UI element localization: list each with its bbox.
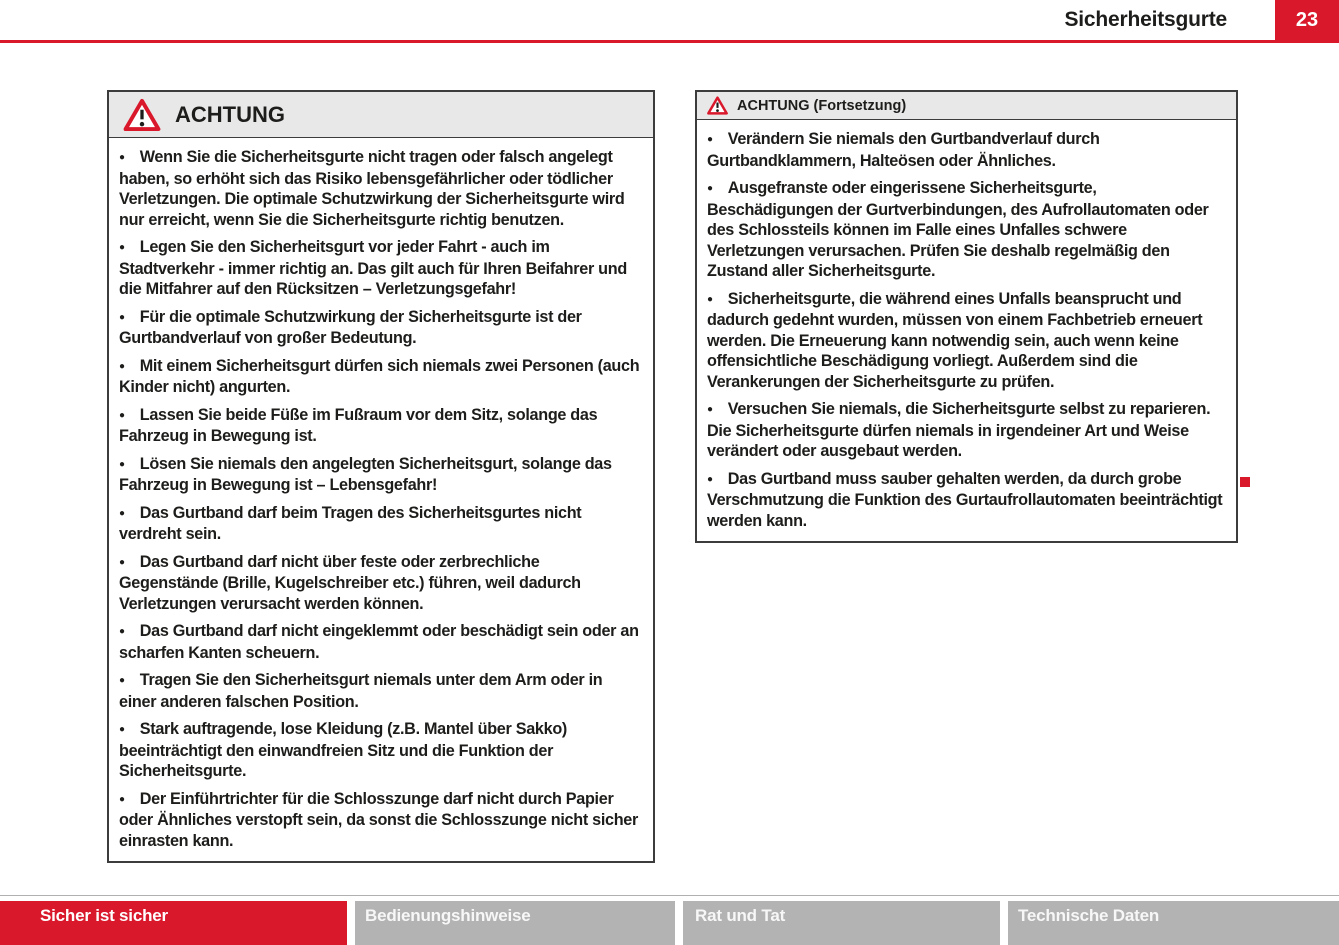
warning-item: ● Das Gurtband darf nicht über feste oder zerbrechliche Gegenstände (Brille, Kugelschreiber etc.) führen, weil dadurch Verletzungen verursacht werden können.	[119, 552, 581, 613]
warning-title: ACHTUNG (Fortsetzung)	[737, 97, 907, 114]
warning-box-body	[109, 138, 653, 861]
warning-item: ● Der Einführtrichter für die Schlosszunge darf nicht durch Papier oder Ähnliches verstopft sein, da sonst die Schlosszunge nicht sicher einrasten kann.	[119, 789, 639, 850]
warning-item: ● Verändern Sie niemals den Gurtbandverlauf durch Gurtbandklammern, Halteösen oder Ähnliches.	[707, 130, 1100, 170]
section-end-marker	[1240, 477, 1250, 487]
bullet-icon: ●	[119, 507, 125, 519]
warning-box-header	[697, 92, 1236, 120]
warning-box-achtung	[107, 90, 655, 863]
warning-box-body	[697, 120, 1236, 541]
warning-title: ACHTUNG	[175, 101, 285, 127]
warning-item: ● Das Gurtband darf nicht eingeklemmt oder beschädigt sein oder an scharfen Kanten scheuern.	[119, 622, 639, 662]
warning-triangle-icon	[123, 98, 161, 132]
bullet-icon: ●	[119, 152, 125, 163]
bullet-icon: ●	[707, 293, 713, 305]
bullet-icon: ●	[119, 675, 125, 686]
bullet-icon: ●	[119, 724, 125, 735]
warning-item: ● Wenn Sie die Sicherheitsgurte nicht tragen oder falsch angelegt haben, so erhöht sich das Risiko lebensgefährlicher oder tödlicher Verletzungen. Die optimale Schutzwirkung der Sicherheitsgurte wird nur erreicht, wenn Sie die Sicherheitsgurte richtig benutzen.	[119, 148, 625, 229]
warning-item: ● Ausgefranste oder eingerissene Sicherheitsgurte, Beschädigungen der Gurtverbindungen, des Aufrollautomaten oder des Schlossteils können im Falle eines Unfalles schwere Verletzungen verursachen. Prüfen Sie deshalb regelmäßig den Zustand aller Sicherheitsgurte.	[707, 179, 1209, 280]
warning-item: ● Mit einem Sicherheitsgurt dürfen sich niemals zwei Personen (auch Kinder nicht) angurten.	[119, 356, 640, 396]
footer-tab-rat-und-tat[interactable]: Rat und Tat	[683, 901, 1000, 945]
footer-tab-bar	[0, 901, 1339, 945]
warning-box-header	[109, 92, 653, 138]
bullet-icon: ●	[707, 404, 713, 415]
page-number-badge: 23	[1275, 0, 1339, 40]
warning-item: ● Lassen Sie beide Füße im Fußraum vor dem Sitz, solange das Fahrzeug in Bewegung ist.	[119, 405, 598, 445]
footer-rule	[0, 895, 1339, 896]
footer-tab-sicher-ist-sicher[interactable]: Sicher ist sicher	[0, 901, 347, 945]
bullet-icon: ●	[119, 626, 125, 637]
bullet-icon: ●	[707, 183, 713, 194]
bullet-icon: ●	[119, 311, 125, 323]
warning-item: ● Legen Sie den Sicherheitsgurt vor jeder Fahrt - auch im Stadtverkehr - immer richtig an. Das gilt auch für Ihren Beifahrer und die Mitfahrer auf den Rücksitzen – Verletzungsgefahr!	[119, 238, 627, 298]
bullet-icon: ●	[119, 793, 125, 805]
warning-item: ● Das Gurtband muss sauber gehalten werden, da durch grobe Verschmutzung die Funktion des Gurtaufrollautomaten beeinträchtigt werden kann.	[707, 469, 1223, 530]
warning-triangle-icon	[707, 96, 728, 115]
warning-item: ● Sicherheitsgurte, die während eines Unfalls beansprucht und dadurch gedehnt wurden, müssen von einem Fachbetrieb erneuert werden. Die Erneuerung kann notwendig sein, auch wenn keine offensichtliche Beschädigung vorliegt. Außerdem sind die Verankerungen der Sicherheitsgurte zu prüfen.	[707, 289, 1203, 391]
warning-item: ● Tragen Sie den Sicherheitsgurt niemals unter dem Arm oder in einer anderen falschen Position.	[119, 671, 603, 711]
bullet-icon: ●	[119, 458, 125, 470]
warning-item: ● Für die optimale Schutzwirkung der Sicherheitsgurte ist der Gurtbandverlauf von großer Bedeutung.	[119, 307, 582, 347]
footer-tab-bedienungshinweise[interactable]: Bedienungshinweise	[355, 901, 675, 945]
warning-item: ● Versuchen Sie niemals, die Sicherheitsgurte selbst zu reparieren. Die Sicherheitsgurte dürfen niemals in irgendeiner Art und Weise verändert oder ausgebaut werden.	[707, 400, 1211, 460]
page-title: Sicherheitsgurte	[1064, 8, 1227, 31]
bullet-icon: ●	[707, 134, 713, 145]
header-rule	[0, 40, 1339, 43]
warning-item: ● Lösen Sie niemals den angelegten Sicherheitsgurt, solange das Fahrzeug in Bewegung ist – Lebensgefahr!	[119, 454, 612, 494]
footer-tab-technische-daten[interactable]: Technische Daten	[1008, 901, 1339, 945]
bullet-icon: ●	[119, 242, 125, 253]
bullet-icon: ●	[119, 360, 125, 372]
warning-item: ● Das Gurtband darf beim Tragen des Sicherheitsgurtes nicht verdreht sein.	[119, 503, 582, 543]
warning-item: ● Stark auftragende, lose Kleidung (z.B. Mantel über Sakko) beeinträchtigt den einwandfreien Sitz und die Funktion der Sicherheitsgurte.	[119, 720, 567, 780]
bullet-icon: ●	[119, 556, 125, 568]
bullet-icon: ●	[707, 473, 713, 485]
warning-box-achtung-fortsetzung	[695, 90, 1238, 543]
bullet-icon: ●	[119, 409, 125, 421]
